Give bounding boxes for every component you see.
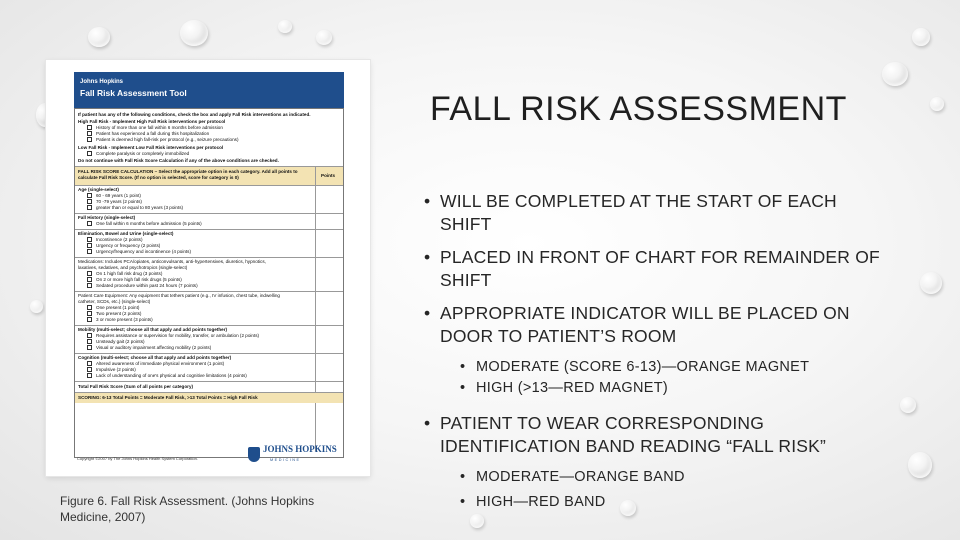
divider [75, 325, 343, 326]
total-score-label: Total Fall Risk Score (Sum of all points per category) [78, 384, 194, 389]
checkbox-item: Patient is deemed high fall-risk per protocol (e.g., seizure precautions) [87, 137, 238, 143]
checkbox-icon [87, 311, 92, 316]
water-drop-decoration [920, 272, 942, 294]
checkbox-icon [87, 151, 92, 156]
category-heading: Patient Care Equipment: Any equipment that tethers patient (e.g., IV infusion, chest tube, indwelling [78, 293, 280, 298]
category-heading-cont: catheter, SCDs, etc.) (single-select) [78, 299, 151, 304]
checkbox-icon [87, 199, 92, 204]
checkbox-item: Sedated procedure within past 24 hours (7 points) [87, 283, 198, 289]
water-drop-decoration [882, 62, 908, 86]
document-title: Fall Risk Assessment Tool [80, 88, 187, 98]
checkbox-icon [87, 249, 92, 254]
checkbox-item: One fall within 6 months before admission (5 points) [87, 221, 202, 227]
checkbox-item: History of more than one fall within 6 months before admission [87, 125, 223, 131]
water-drop-decoration [30, 300, 43, 313]
checkbox-icon [87, 339, 92, 344]
document-section-heading: High Fall Risk - Implement High Fall Risk interventions per protocol [78, 119, 226, 124]
checkbox-icon [87, 243, 92, 248]
checkbox-icon [87, 125, 92, 130]
document-header [74, 72, 344, 108]
checkbox-icon [87, 373, 92, 378]
checkbox-item: greater than or equal to 80 years (3 points) [87, 205, 183, 211]
sub-bullet-item: • HIGH—RED BAND [422, 493, 892, 512]
category-heading: Fall History (single-select) [78, 215, 136, 220]
points-column-header: Points [321, 173, 336, 178]
figure-caption: Figure 6. Fall Risk Assessment. (Johns Hopkins Medicine, 2007) [60, 494, 315, 524]
document-copyright: Copyright ©2007 by The Johns Hopkins Health System Corporation. [77, 456, 198, 461]
checkbox-item: 70 -79 years (2 points) [87, 199, 142, 205]
checkbox-icon [87, 205, 92, 210]
category-heading-cont: laxatives, sedatives, and psychotropics (single-select) [78, 265, 188, 270]
water-drop-decoration [930, 97, 944, 111]
checkbox-item: Patient has experienced a fall during this hospitalization [87, 131, 209, 137]
checkbox-icon [87, 237, 92, 242]
checkbox-icon [87, 367, 92, 372]
checkbox-item: On 2 or more high fall risk drugs (5 points) [87, 277, 182, 283]
document-intro: If patient has any of the following conditions, check the box and apply Fall Risk interventions as indicated. [78, 112, 311, 117]
checkbox-item: Unsteady gait (2 points) [87, 339, 145, 345]
divider [75, 381, 343, 382]
divider [75, 185, 343, 186]
checkbox-item: Urgency/frequency and incontinence (4 points) [87, 249, 191, 255]
checkbox-item: Urgency or frequency (2 points) [87, 243, 160, 249]
water-drop-decoration [900, 397, 916, 413]
checkbox-icon [87, 305, 92, 310]
shield-icon [248, 447, 260, 462]
checkbox-item: Impulsive (2 points) [87, 367, 136, 373]
checkbox-icon [87, 271, 92, 276]
sub-bullet-item: • MODERATE (SCORE 6-13)—ORANGE MAGNET [422, 358, 892, 377]
category-heading: Mobility (multi-select; choose all that apply and add points together) [78, 327, 228, 332]
checkbox-icon [87, 333, 92, 338]
slide-title: FALL RISK ASSESSMENT [430, 90, 847, 128]
water-drop-decoration [908, 452, 932, 478]
checkbox-icon [87, 283, 92, 288]
water-drop-decoration [180, 20, 208, 46]
checkbox-item: Incontinence (2 points) [87, 237, 142, 243]
checkbox-item: Two present (2 points) [87, 311, 141, 317]
checkbox-item: Requires assistance or supervision for mobility, transfer, or ambulation (2 points) [87, 333, 259, 339]
divider [75, 213, 343, 214]
checkbox-item: One present (1 point) [87, 305, 139, 311]
sub-bullet-item: • MODERATE—ORANGE BAND [422, 468, 892, 487]
logo-text: JOHNS HOPKINS [263, 444, 337, 454]
bullet-item: • WILL BE COMPLETED AT THE START OF EACH SHIFT [422, 190, 892, 235]
bullet-list [422, 190, 892, 518]
water-drop-decoration [316, 30, 332, 45]
sub-bullet-item: • HIGH (>13—RED MAGNET) [422, 379, 892, 398]
category-heading: Cognition (multi-select; choose all that apply and add points together) [78, 355, 232, 360]
divider [75, 229, 343, 230]
bullet-item: • PATIENT TO WEAR CORRESPONDING IDENTIFICATION BAND READING “FALL RISK” [422, 412, 892, 457]
bullet-item: • PLACED IN FRONT OF CHART FOR REMAINDER OF SHIFT [422, 246, 892, 291]
category-heading: Elimination, Bowel and Urine (single-select) [78, 231, 174, 236]
calc-heading: FALL RISK SCORE CALCULATION – Select the appropriate option in each category. Add all points to calculate Fall Risk Score. (If no option is selected, score for category is 0) [78, 169, 298, 180]
checkbox-item: Complete paralysis or completely immobilized [87, 151, 189, 157]
checkbox-icon [87, 193, 92, 198]
checkbox-icon [87, 361, 92, 366]
checkbox-icon [87, 221, 92, 226]
checkbox-item: On 1 high fall risk drug (3 points) [87, 271, 162, 277]
document-table [74, 108, 344, 458]
checkbox-item: Lack of understanding of one's physical and cognitive limitations (4 points) [87, 373, 247, 379]
points-column-divider [315, 167, 316, 451]
water-drop-decoration [88, 27, 110, 47]
checkbox-item: 60 - 69 years (1 point) [87, 193, 141, 199]
checkbox-item: Altered awareness of immediate physical environment (1 point) [87, 361, 224, 367]
water-drop-decoration [278, 20, 292, 33]
document-note: Do not continue with Fall Risk Score Calculation if any of the above conditions are checked. [78, 158, 279, 163]
checkbox-icon [87, 137, 92, 142]
checkbox-item: Visual or auditory impairment affecting mobility (2 points) [87, 345, 211, 351]
logo-subtext: MEDICINE [270, 458, 301, 462]
divider [75, 257, 343, 258]
checkbox-icon [87, 317, 92, 322]
checkbox-icon [87, 345, 92, 350]
document-org: Johns Hopkins [80, 79, 124, 85]
scoring-legend: SCORING: 6-13 Total Points = Moderate Fall Risk, >13 Total Points = High Fall Risk [78, 395, 258, 400]
johns-hopkins-logo [248, 444, 337, 466]
category-heading: Age (single-select) [78, 187, 119, 192]
checkbox-item: 3 or more present (3 points) [87, 317, 153, 323]
checkbox-icon [87, 131, 92, 136]
category-heading: Medications: Includes PCA/opiates, anticonvulsants, anti-hypertensives, diuretics, hypnotics, [78, 259, 266, 264]
checkbox-icon [87, 277, 92, 282]
water-drop-decoration [912, 28, 930, 46]
fall-risk-assessment-document [74, 72, 344, 468]
document-section-heading: Low Fall Risk - Implement Low Fall Risk interventions per protocol [78, 145, 224, 150]
divider [75, 291, 343, 292]
divider [75, 353, 343, 354]
bullet-item: • APPROPRIATE INDICATOR WILL BE PLACED ON DOOR TO PATIENT’S ROOM [422, 302, 892, 347]
